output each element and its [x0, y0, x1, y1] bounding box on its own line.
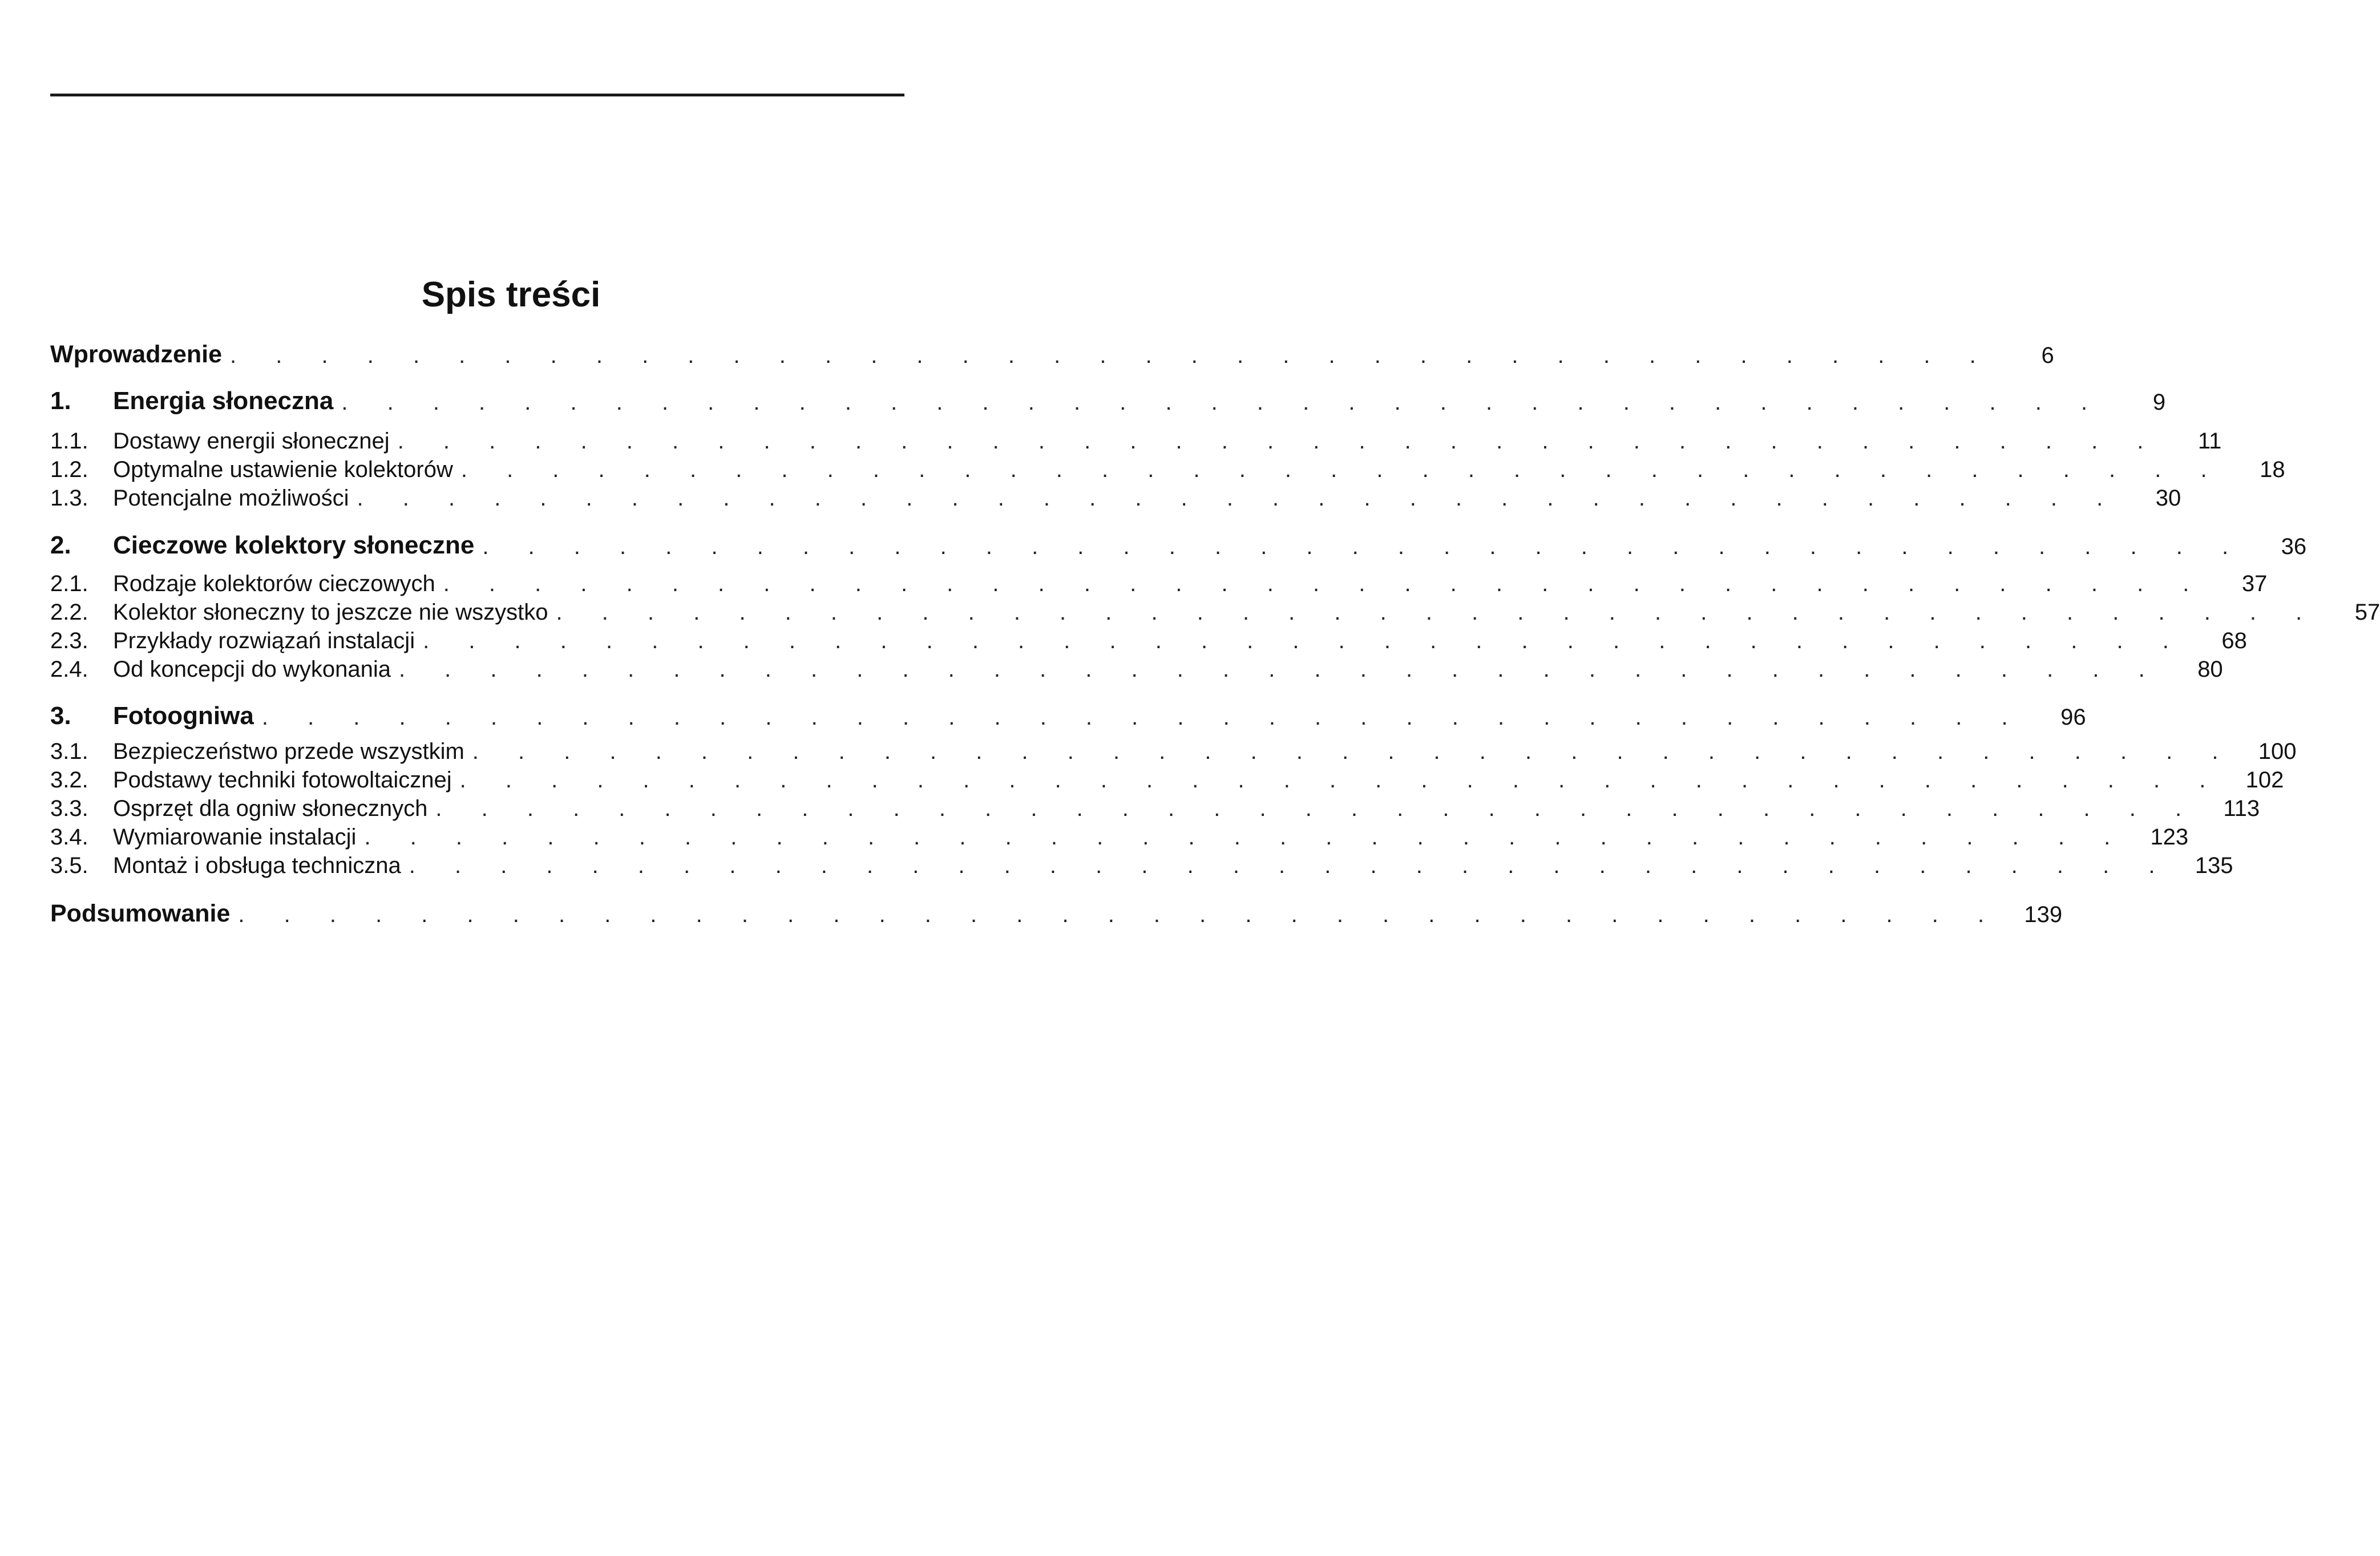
toc-leader: . . . . . . . . . . . . . . . . . . . . . . . . . . . . . . . . . . . . . . .: [435, 796, 2199, 821]
toc-entry-page: 96: [2060, 705, 2086, 730]
toc-entry-page: 135: [2195, 853, 2233, 878]
toc-entry-number: 3.1.: [50, 739, 88, 764]
toc-leader: . . . . . . . . . . . . . . . . . . . . . . . . . . . . . . . . . . . . . . .: [472, 739, 2235, 764]
toc-leader: . . . . . . . . . . . . . . . . . . . . . . . . . . . . . . . . . . . . . . .: [364, 825, 2127, 850]
toc-entry-label: Podstawy techniki fotowoltaicznej: [113, 767, 452, 793]
toc-section-1-2: [50, 451, 2285, 483]
toc-section-3-2: [50, 761, 2284, 793]
toc-leader: . . . . . . . . . . . . . . . . . . . . . . . . . . . . . . . . . . . . . . .: [409, 853, 2172, 878]
toc-entry-page: 36: [2281, 534, 2307, 559]
toc-entry-label: Rodzaje kolektorów cieczowych: [113, 571, 435, 596]
toc-entry-page: 113: [2223, 796, 2260, 821]
toc-chapter-1: [50, 383, 2166, 415]
toc-entry-number: 1.2.: [50, 457, 88, 482]
toc-entry-number: 3.3.: [50, 796, 88, 821]
toc-entry-number: 3.5.: [50, 853, 88, 878]
toc-leader: . . . . . . . . . . . . . . . . . . . . . . . . . . . . . . . . . . . . . . .: [238, 902, 2001, 927]
toc-entry-number: 2.: [50, 531, 71, 559]
toc-entry-page: 68: [2221, 628, 2247, 653]
toc-entry-page: 37: [2241, 571, 2268, 596]
toc-chapter-3: [50, 698, 2086, 730]
toc-leader: . . . . . . . . . . . . . . . . . . . . . . . . . . . . . . . . . . . . . . .: [398, 657, 2161, 682]
toc-entry-introduction: [50, 337, 2054, 369]
toc-entry-label: Fotoogniwa: [113, 702, 254, 730]
toc-section-3-1: [50, 733, 2297, 765]
toc-entry-page: 80: [2197, 657, 2223, 682]
toc-section-3-5: [50, 847, 2233, 879]
toc-entry-page: 100: [2258, 739, 2297, 764]
toc-entry-label: Od koncepcji do wykonania: [113, 657, 391, 682]
toc-entry-number: 1.1.: [50, 429, 88, 454]
toc-entry-page: 9: [2152, 390, 2166, 415]
toc-leader: . . . . . . . . . . . . . . . . . . . . . . . . . . . . . . . . . . . . . . .: [443, 571, 2206, 596]
toc-entry-label: Podsumowanie: [50, 900, 231, 927]
toc-leader: . . . . . . . . . . . . . . . . . . . . . . . . . . . . . . . . . . . . . . .: [357, 486, 2120, 511]
toc-leader: . . . . . . . . . . . . . . . . . . . . . . . . . . . . . . . . . . . . . . .: [397, 429, 2160, 454]
toc-entry-number: 2.3.: [50, 628, 88, 653]
toc-entry-label: Bezpieczeństwo przede wszystkim: [113, 739, 464, 764]
toc-entry-number: 1.: [50, 387, 71, 415]
toc-section-3-4: [50, 818, 2189, 850]
toc-entry-label: Wprowadzenie: [50, 341, 223, 368]
toc-entry-label: Wymiarowanie instalacji: [113, 825, 357, 850]
toc-entry-label: Osprzęt dla ogniw słonecznych: [113, 796, 428, 821]
toc-entry-label: Potencjalne możliwości: [113, 486, 349, 511]
toc-leader: . . . . . . . . . . . . . . . . . . . . . . . . . . . . . . . . . . . . . . .: [459, 767, 2223, 793]
toc-entry-label: Optymalne ustawienie kolektorów: [113, 457, 453, 482]
toc-section-3-3: [50, 790, 2260, 822]
toc-entry-label: Montaż i obsługa techniczna: [113, 853, 401, 878]
toc-entry-label: Kolektor słoneczny to jeszcze nie wszystko: [113, 600, 548, 625]
toc-chapter-2: [50, 528, 2307, 560]
toc-entry-number: 3.4.: [50, 825, 88, 850]
page-title: Spis treści: [421, 275, 601, 314]
toc-leader: . . . . . . . . . . . . . . . . . . . . . . . . . . . . . . . . . . . . . . .: [423, 628, 2185, 653]
toc-leader: . . . . . . . . . . . . . . . . . . . . . . . . . . . . . . . . . . . . . . .: [261, 705, 2025, 730]
toc-entry-page: 139: [2024, 902, 2063, 927]
toc-entry-page: 6: [2041, 343, 2054, 368]
toc-entry-label: Przykłady rozwiązań instalacji: [113, 628, 415, 653]
toc-section-2-3: [50, 622, 2247, 654]
toc-entry-page: 123: [2150, 825, 2189, 850]
toc-entry-label: Dostawy energii słonecznej: [113, 429, 390, 454]
toc-entry-number: 2.2.: [50, 600, 88, 625]
toc-entry-page: 57: [2354, 600, 2380, 625]
toc-entry-page: 11: [2197, 429, 2222, 454]
toc-entry-number: 3.: [50, 702, 71, 730]
toc-leader: . . . . . . . . . . . . . . . . . . . . . . . . . . . . . . . . . . . . . . .: [460, 457, 2224, 482]
top-rule: [50, 94, 904, 96]
toc-section-2-4: [50, 650, 2223, 682]
toc-section-2-2: [50, 593, 2380, 625]
toc-leader: . . . . . . . . . . . . . . . . . . . . . . . . . . . . . . . . . . . . . . .: [341, 390, 2104, 415]
toc-entry-label: Energia słoneczna: [113, 387, 334, 415]
toc-entry-number: 3.2.: [50, 767, 88, 793]
toc-leader: . . . . . . . . . . . . . . . . . . . . . . . . . . . . . . . . . . . . . . .: [230, 343, 1993, 368]
toc-section-2-1: [50, 565, 2268, 597]
toc-section-1-1: [50, 422, 2222, 454]
toc-entry-number: 2.4.: [50, 657, 88, 682]
toc-entry-page: 102: [2245, 767, 2284, 793]
toc-leader: . . . . . . . . . . . . . . . . . . . . . . . . . . . . . . . . . . . . . . .: [482, 534, 2245, 559]
toc-entry-number: 1.3.: [50, 486, 88, 511]
toc-entry-number: 2.1.: [50, 571, 88, 596]
toc-leader: . . . . . . . . . . . . . . . . . . . . . . . . . . . . . . . . . . . . . . .: [556, 600, 2319, 625]
toc-entry-label: Cieczowe kolektory słoneczne: [113, 531, 475, 559]
toc-entry-summary: [50, 896, 2063, 928]
toc-entry-page: 18: [2260, 457, 2285, 482]
toc-section-1-3: [50, 479, 2181, 511]
toc-entry-page: 30: [2155, 486, 2181, 511]
